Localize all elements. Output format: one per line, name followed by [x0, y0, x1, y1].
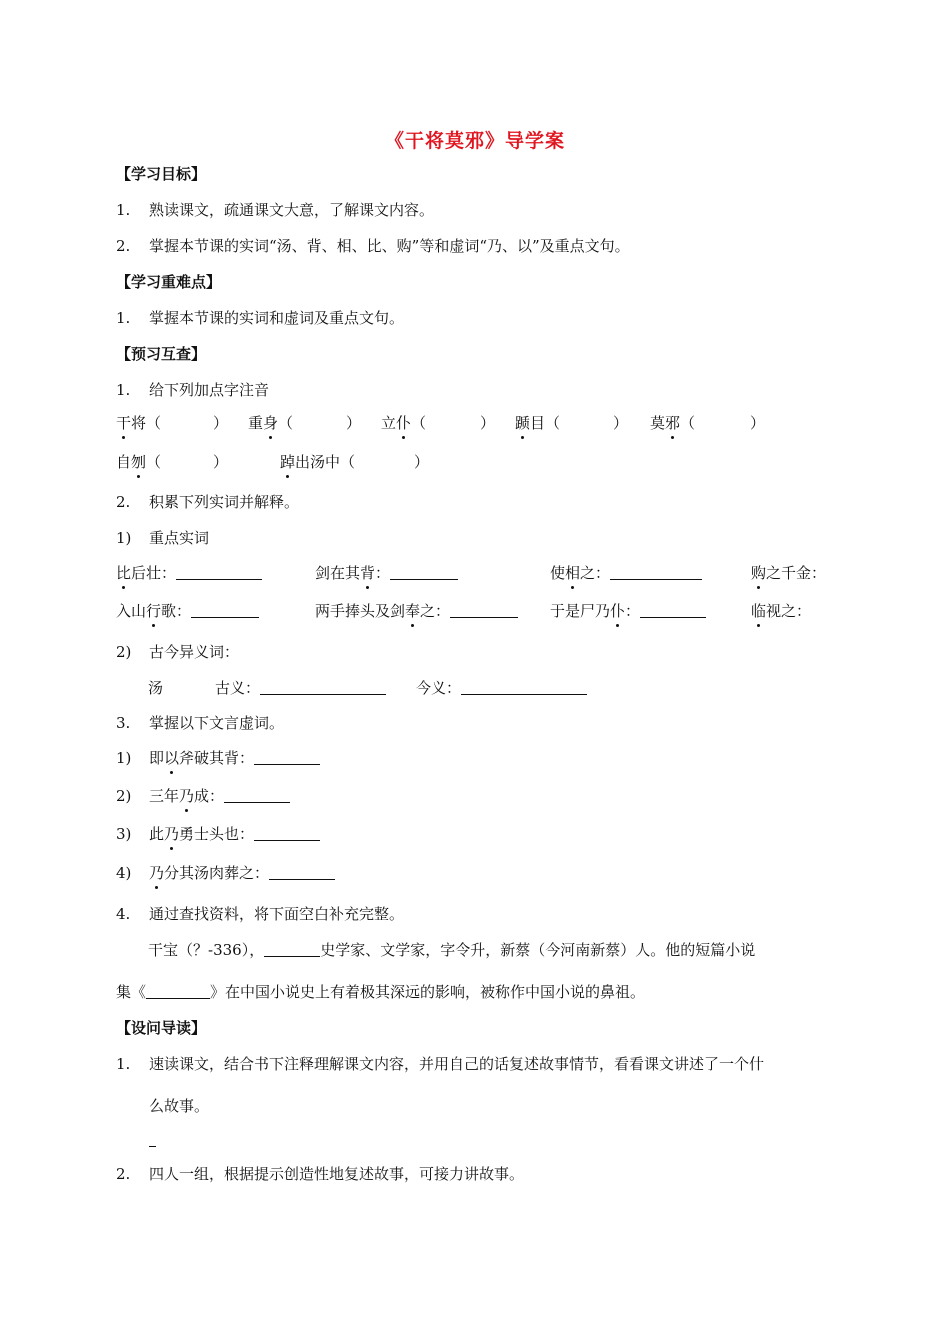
sub-heading-key-words: [116, 528, 209, 548]
gujin-word: 汤: [148, 679, 164, 697]
answer-paren-close: ）: [346, 414, 362, 432]
function-word-item: 2) 三年乃成：: [116, 786, 290, 806]
dotted-char: 仆: [610, 602, 626, 620]
answer-paren-close: ）: [480, 414, 496, 432]
dotted-char: 身: [263, 414, 279, 432]
pinyin-entry: 自刎（: [116, 453, 162, 471]
question-2: [116, 492, 299, 512]
function-word-item: 3) 此乃勇士头也：: [116, 824, 320, 844]
item-text: 积累下列实词并解释。: [149, 493, 300, 511]
section-heading-preview: 【预习互查】: [116, 345, 207, 363]
item-number: 3.: [116, 714, 131, 732]
dotted-char: 踬: [515, 414, 531, 432]
answer-blank[interactable]: [146, 982, 210, 999]
section-heading-key-points: 【学习重难点】: [116, 273, 222, 291]
dotted-char: 踔: [280, 453, 296, 471]
objective-item: [116, 236, 630, 256]
answer-paren-open: （: [340, 453, 356, 471]
sub-heading-ancient-modern: [116, 642, 239, 662]
item-text: 掌握本节课的实词“汤、背、相、比、购”等和虚词“乃、以”及重点文句。: [149, 237, 630, 255]
item-number: 2): [116, 643, 132, 661]
item-number: 1): [116, 529, 132, 547]
vocab-entry: 购之千金：: [751, 564, 827, 582]
key-point-item: [116, 308, 404, 328]
answer-blank[interactable]: [450, 601, 518, 618]
pinyin-entry: 立仆（: [381, 414, 427, 432]
answer-blank[interactable]: [224, 786, 290, 803]
vocab-entry: 比后壮：: [116, 563, 262, 583]
guided-question-2: [116, 1164, 524, 1184]
pinyin-entry: 踔出汤中（: [280, 453, 356, 471]
dotted-char: 相: [565, 564, 581, 582]
dotted-char: 奉: [405, 602, 421, 620]
dotted-char: 临: [751, 602, 767, 620]
dotted-char: 仆: [396, 414, 412, 432]
item-text: 给下列加点字注音: [149, 381, 270, 399]
question-1: [116, 380, 269, 400]
guided-question-1-cont: 么故事。: [149, 1097, 210, 1115]
item-number: 2.: [116, 493, 131, 511]
dotted-char: 乃: [179, 787, 195, 805]
pinyin-entry: 踬目（: [515, 414, 561, 432]
pinyin-entry: 重身（: [248, 414, 294, 432]
answer-paren-open: （: [146, 414, 162, 432]
answer-blank[interactable]: [176, 563, 262, 580]
item-text: 通过查找资料，将下面空白补充完整。: [149, 905, 405, 923]
answer-line[interactable]: [149, 1134, 156, 1147]
vocab-entry: 两手捧头及剑奉之：: [315, 601, 518, 621]
section-heading-objectives: 【学习目标】: [116, 165, 207, 183]
dotted-char: 邪: [665, 414, 681, 432]
item-number: 1.: [116, 201, 131, 219]
answer-blank[interactable]: [254, 748, 320, 765]
function-word-item: 4) 乃分其汤肉葬之：: [116, 863, 335, 883]
item-number: 2.: [116, 237, 131, 255]
item-number: 4.: [116, 905, 131, 923]
question-4: [116, 904, 404, 924]
dotted-char: 行: [146, 602, 162, 620]
modern-meaning: 今义：: [416, 678, 587, 698]
dotted-char: 乃: [164, 825, 180, 843]
item-text: 掌握本节课的实词和虚词及重点文句。: [149, 309, 405, 327]
answer-blank[interactable]: [461, 678, 587, 695]
item-number: 1.: [116, 1055, 131, 1073]
guided-question-1: [116, 1054, 764, 1074]
pinyin-entry: 干将（: [116, 414, 162, 432]
item-number: 2.: [116, 1165, 131, 1183]
answer-paren-close: ）: [213, 453, 229, 471]
item-text: 重点实词: [149, 529, 210, 547]
function-word-item: 1) 即以斧破其背：: [116, 748, 320, 768]
dotted-char: 刎: [131, 453, 147, 471]
item-text: 掌握以下文言虚词。: [149, 714, 285, 732]
gan-bao-line-1: 干宝（？-336）， 史学家、文学家，字令升，新蔡（今河南新蔡）人。他的短篇小说: [148, 941, 756, 959]
answer-paren-close: ）: [414, 453, 430, 471]
vocab-entry: 于是尸乃仆：: [550, 601, 706, 621]
answer-blank[interactable]: [390, 563, 458, 580]
answer-blank[interactable]: [269, 863, 335, 880]
answer-blank[interactable]: [254, 824, 320, 841]
dotted-char: 干: [116, 414, 132, 432]
answer-paren-open: （: [545, 414, 561, 432]
ancient-meaning: 古义：: [215, 678, 386, 698]
dotted-char: 乃: [149, 864, 165, 882]
item-text: 四人一组，根据提示创造性地复述故事，可接力讲故事。: [149, 1165, 525, 1183]
objective-item: [116, 200, 434, 220]
answer-blank[interactable]: [264, 940, 320, 957]
answer-paren-close: ）: [213, 414, 229, 432]
pinyin-entry: 莫邪（: [650, 414, 696, 432]
item-number: 1.: [116, 381, 131, 399]
dotted-char: 比: [116, 564, 132, 582]
question-3: [116, 713, 284, 733]
vocab-entry: 使相之：: [550, 563, 702, 583]
answer-blank[interactable]: [640, 601, 706, 618]
answer-paren-close: ）: [750, 414, 766, 432]
item-number: 1.: [116, 309, 131, 327]
item-text: 古今异义词：: [149, 643, 240, 661]
gan-bao-line-2: 集《 》在中国小说史上有着极其深远的影响，被称作中国小说的鼻祖。: [116, 983, 646, 1001]
answer-blank[interactable]: [610, 563, 702, 580]
dotted-char: 购: [751, 564, 767, 582]
page-title: 《干将莫邪》导学案: [384, 130, 565, 152]
item-text: 熟读课文，疏通课文大意，了解课文内容。: [149, 201, 435, 219]
answer-paren-close: ）: [613, 414, 629, 432]
answer-blank[interactable]: [260, 678, 386, 695]
item-text: 速读课文，结合书下注释理解课文内容，并用自己的话复述故事情节，看看课文讲述了一个什: [149, 1055, 765, 1073]
answer-paren-open: （: [278, 414, 294, 432]
dotted-char: 以: [164, 749, 180, 767]
dotted-char: 背: [360, 564, 376, 582]
answer-paren-open: （: [146, 453, 162, 471]
vocab-entry: 临视之：: [751, 602, 812, 620]
answer-paren-open: （: [411, 414, 427, 432]
answer-blank[interactable]: [191, 601, 259, 618]
vocab-entry: 入山行歌：: [116, 601, 259, 621]
vocab-entry: 剑在其背：: [315, 563, 458, 583]
answer-paren-open: （: [680, 414, 696, 432]
section-heading-guided-reading: 【设问导读】: [116, 1019, 207, 1037]
